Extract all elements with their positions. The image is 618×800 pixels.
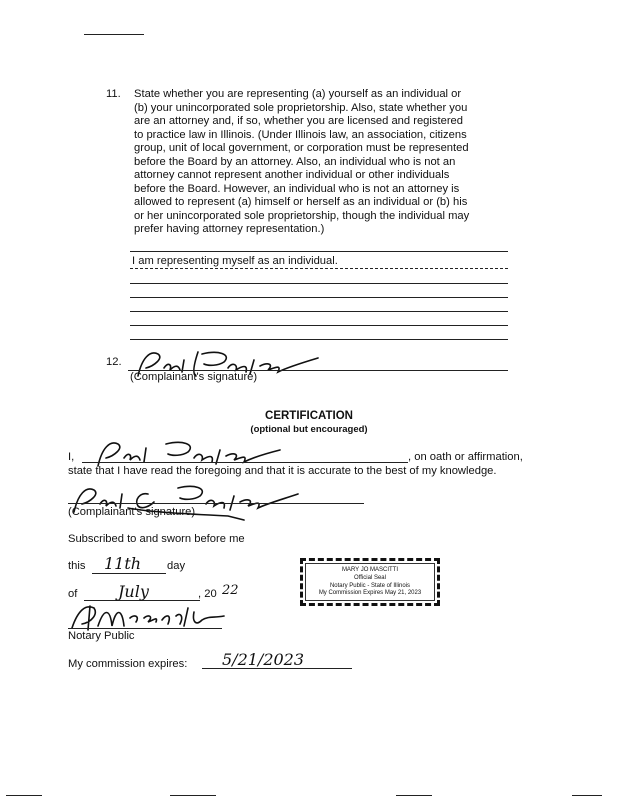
notary-seal (300, 558, 440, 606)
bottom-mark-center (170, 795, 216, 796)
notary-subscribed: Subscribed to and sworn before me (68, 533, 245, 545)
answer-line-3 (130, 283, 508, 284)
notary-year-prefix: , 20 (198, 588, 217, 600)
notary-commission-label: My commission expires: (68, 658, 188, 670)
notary-this-label: this (68, 560, 86, 572)
certification-subtitle: (optional but encouraged) (250, 424, 368, 435)
q11-number: 11. (106, 88, 121, 100)
notary-of-label: of (68, 588, 78, 600)
seal-line3: My Commission Expires May 21, 2023 (318, 590, 422, 597)
q11-line: group, unit of local government, or corporation must be represented (134, 142, 469, 154)
notary-commission-value: 5/21/2023 (222, 650, 305, 669)
certification-statement: state that I have read the foregoing and that it is accurate to the best of my knowledge. (68, 465, 497, 477)
q11-line: before the Board. However, an individual who is not an attorney is (134, 182, 460, 195)
q11-line: or her unincorporated sole proprietorship, though the individual may (134, 209, 470, 222)
answer-line-5 (130, 311, 508, 312)
seal-line2: Notary Public - State of Illinois (329, 582, 411, 589)
certification-signature-line (68, 503, 364, 504)
q11-line: State whether you are representing (a) yourself as an individual or (134, 88, 462, 100)
certification-oath: , on oath or affirmation, (408, 451, 523, 463)
bottom-mark-far-right (572, 795, 602, 796)
q11-line: before the Board by an attorney. Also, an individual who is not an (134, 155, 456, 168)
q11-line: allowed to represent (a) himself or herself as an individual or (b) his (134, 196, 468, 208)
answer-line-2 (130, 268, 508, 269)
notary-day-value: 11th (104, 554, 142, 573)
q11-answer: I am representing myself as an individual. (132, 255, 338, 267)
q11-line: are an attorney and, if so, whether you are licensed and registered (134, 115, 463, 127)
notary-public-label: Notary Public (68, 630, 135, 642)
answer-line-4 (130, 297, 508, 298)
q11-line: (b) your unincorporated sole proprietorship. Also, state whether you (134, 101, 468, 114)
q11-line: to practice law in Illinois. (Under Illinois law, an association, citizens (134, 128, 467, 141)
q11-line: prefer having attorney representation.) (134, 223, 325, 235)
seal-name: MARY JO MASCITTI (341, 567, 399, 573)
q11-line: attorney cannot represent another individual or other individuals (134, 169, 450, 181)
certification-title: CERTIFICATION (265, 410, 353, 422)
seal-line1: Official Seal (354, 574, 386, 581)
q12-number: 12. (106, 356, 122, 368)
q11-text (134, 88, 469, 237)
notary-year-value: 22 (222, 583, 239, 598)
certification-prefix: I, (68, 451, 75, 463)
answer-line-6 (130, 325, 508, 326)
notary-signature-line (68, 628, 222, 629)
notary-day-line (92, 573, 166, 574)
notary-day-label: day (167, 560, 186, 572)
certification-signature-label: (Complainant's signature) (68, 506, 196, 518)
answer-line-7 (130, 339, 508, 340)
answer-line-1 (130, 251, 508, 252)
q12-signature-label: (Complainant's signature) (130, 371, 258, 383)
bottom-mark-left (6, 795, 42, 796)
top-mark (84, 34, 144, 35)
notary-month-value: July (118, 582, 149, 601)
bottom-mark-right (396, 795, 432, 796)
certification-name-line (82, 462, 408, 463)
